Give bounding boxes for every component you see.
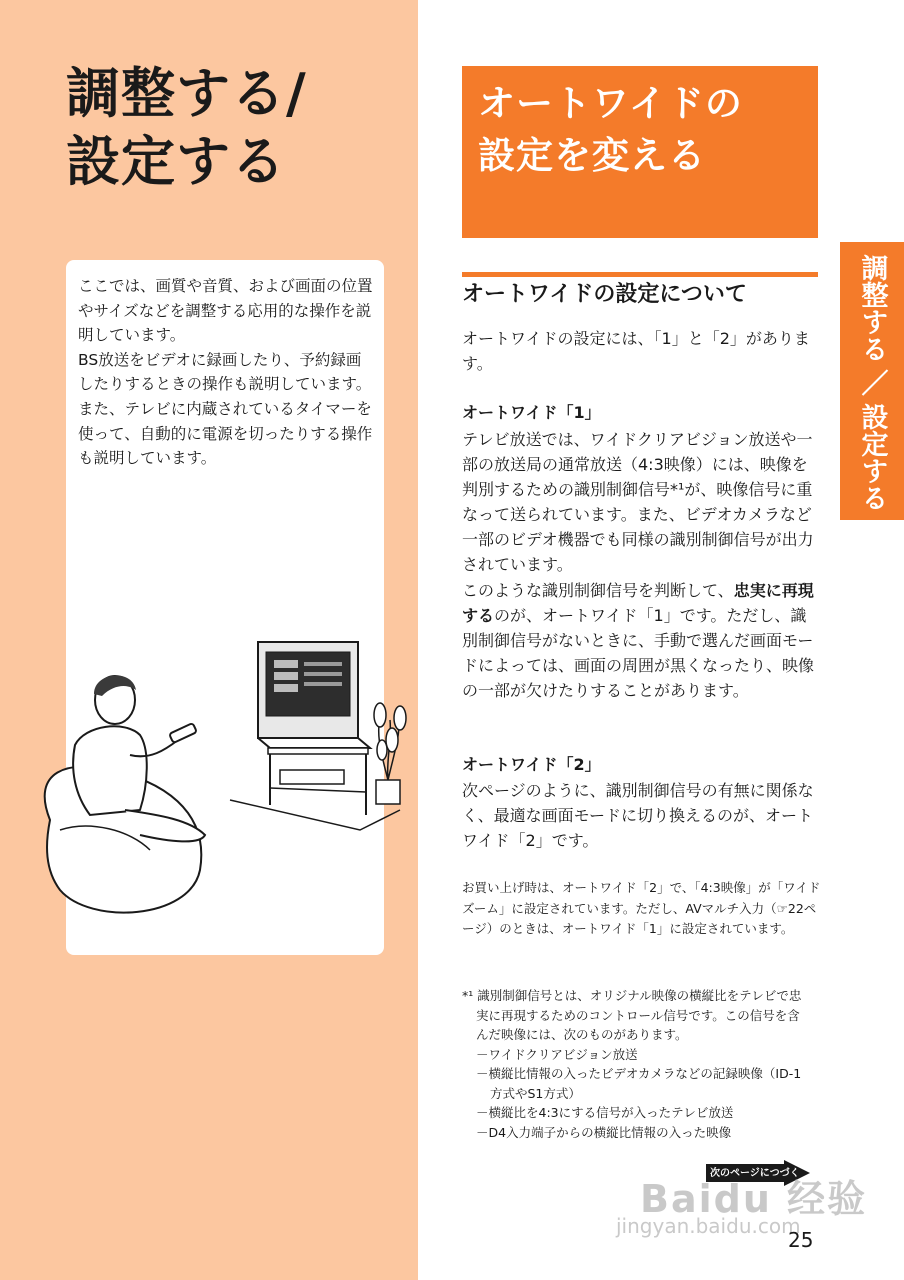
watermark-url: jingyan.baidu.com (616, 1214, 801, 1238)
footnote-item-1: －ワイドクリアビジョン放送 (476, 1046, 638, 1062)
intro-paragraph-1: ここでは、画質や音質、および画面の位置やサイズなどを調整する応用的な操作を説明しています。 (78, 277, 373, 345)
autowide-1-paragraph-1: テレビ放送では、ワイドクリアビジョン放送や一部の放送局の通常放送（4:3映像）には、映像を判別するための識別制御信号*¹が、映像信号に重なって送られています。また、ビデオカメラなど一部のビデオ機器でも同様の識別制御信号が出力されています。 (462, 430, 814, 574)
autowide-2-paragraph: 次ページのように、識別制御信号の有無に関係なく、最適な画面モードに切り換えるのが、オートワイド「2」です。 (462, 781, 814, 850)
footnote-item-2b: 方式やS1方式） (490, 1085, 581, 1101)
section-banner (462, 66, 818, 238)
side-tab-line1: 調整する (856, 254, 888, 362)
section-title (478, 78, 743, 182)
section-title-line2: 設定を変える (478, 134, 706, 177)
footnote-line-2: 実に再現するためのコントロール信号です。この信号を含 (476, 1007, 800, 1023)
section-title-line1: オートワイドの (478, 82, 743, 125)
intro-text (78, 274, 374, 471)
autowide-1-p2-emphasis: 忠実に再現する (462, 581, 814, 625)
autowide-1-p2-post: のが、オートワイド「1」です。ただし、識別制御信号がないときに、手動で選んだ画面モードによっては、画面の周囲が黒くなったり、映像の一部が欠けたりすることがあります。 (462, 606, 815, 700)
chapter-title-line2: 設定する (66, 130, 286, 193)
side-tab-line3: 設定する (856, 403, 888, 511)
chapter-title (66, 60, 406, 196)
default-setting-note: お買い上げ時は、オートワイド「2」で、「4:3映像」が「ワイドズーム」に設定されています。ただし、AVマルチ入力（☞22ページ）のときは、オートワイド「1」に設定されています。 (462, 880, 821, 936)
autowide-1-paragraph-2 (462, 578, 822, 703)
chapter-title-line1: 調整する/ (66, 62, 307, 125)
chapter-side-tab (840, 242, 904, 520)
footnote-line-1: *¹ 識別制御信号とは、オリジナル映像の横縦比をテレビで忠 (462, 988, 802, 1003)
side-tab-label (840, 254, 904, 518)
autowide-2-label: オートワイド「2」 (462, 755, 601, 774)
footnote (462, 986, 822, 1142)
intro-paragraph-3: また、テレビに内蔵されているタイマーを使って、自動的に電源を切ったりする操作も説明しています。 (78, 399, 373, 468)
intro-paragraph-2: BS放送をビデオに録画したり、予約録画したりするときの操作も説明しています。 (78, 350, 372, 394)
tv-viewer-illustration (30, 620, 420, 930)
watermark-logo: Baidu 经验 (640, 1177, 868, 1221)
footnote-item-4: －D4入力端子からの横縦比情報の入った映像 (476, 1124, 732, 1140)
footnote-item-2a: －横縦比情報の入ったビデオカメラなどの記録映像（ID-1 (476, 1066, 802, 1081)
side-tab-line2: ／ (856, 369, 888, 396)
footnote-item-3: －横縦比を4:3にする信号が入ったテレビ放送 (476, 1105, 734, 1120)
page-number: 25 (788, 1228, 814, 1252)
subsection-intro: オートワイドの設定には、「1」と「2」がありま す。 (462, 329, 810, 373)
footnote-line-3: んだ映像には、次のものがあります。 (476, 1027, 688, 1042)
subsection-heading: オートワイドの設定について (462, 282, 747, 307)
subsection-rule (462, 272, 818, 277)
continue-label: 次のページにつづく (710, 1168, 800, 1179)
autowide-1-label: オートワイド「1」 (462, 403, 601, 422)
autowide-1-p2-pre: このような識別制御信号を判断して、 (462, 581, 734, 600)
left-panel (0, 0, 418, 1280)
